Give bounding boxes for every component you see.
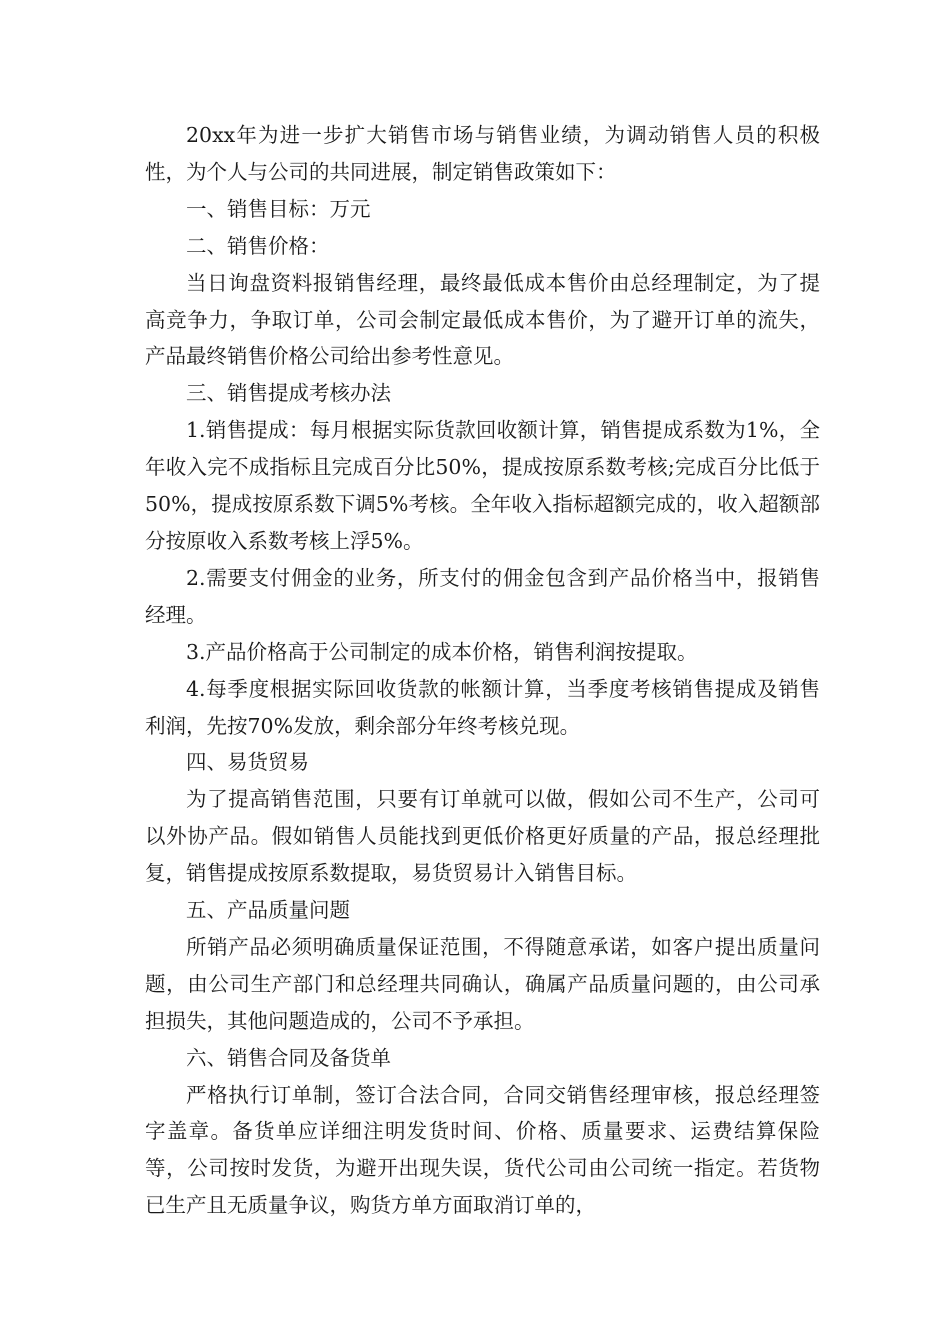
sales-price-paragraph: 当日询盘资料报销售经理，最终最低成本售价由总经理制定，为了提高竞争力，争取订单，公司会制定最低成本售价，为了避开订单的流失，产品最终销售价格公司给出参考性意见。 (145, 270, 820, 369)
commission-item-2: 2.需要支付佣金的业务，所支付的佣金包含到产品价格当中，报销售经理。 (145, 565, 820, 627)
commission-item-1: 1.销售提成：每月根据实际货款回收额计算，销售提成系数为1%，全年收入完不成指标且完成百分比50%，提成按原系数考核;完成百分比低于50%，提成按原系数下调5%考核。全年收入指标超额完成的，收入超额部分按原收入系数考核上浮5%。 (145, 418, 820, 553)
section-heading-sales-price: 二、销售价格： (186, 233, 330, 258)
section-heading-barter: 四、易货贸易 (186, 750, 309, 775)
section-heading-sales-target: 一、销售目标：万元 (186, 196, 371, 221)
section-heading-quality: 五、产品质量问题 (186, 898, 350, 923)
barter-paragraph: 为了提高销售范围，只要有订单就可以做，假如公司不生产，公司可以外协产品。假如销售人员能找到更低价格更好质量的产品，报总经理批复，销售提成按原系数提取，易货贸易计入销售目标。 (145, 787, 820, 886)
document-body (145, 117, 820, 1224)
contract-paragraph: 严格执行订单制，签订合法合同，合同交销售经理审核，报总经理签字盖章。备货单应详细注明发货时间、价格、质量要求、运费结算保险等，公司按时发货，为避开出现失误，货代公司由公司统一指定。若货物已生产且无质量争议，购货方单方面取消订单的， (145, 1082, 820, 1218)
section-heading-contract: 六、销售合同及备货单 (186, 1045, 391, 1070)
quality-paragraph: 所销产品必须明确质量保证范围，不得随意承诺，如客户提出质量问题，由公司生产部门和总经理共同确认，确属产品质量问题的，由公司承担损失，其他问题造成的，公司不予承担。 (145, 934, 820, 1033)
commission-item-4: 4.每季度根据实际回收货款的帐额计算，当季度考核销售提成及销售利润，先按70%发放，剩余部分年终考核兑现。 (145, 676, 820, 738)
commission-item-3: 3.产品价格高于公司制定的成本价格，销售利润按提取。 (186, 639, 698, 664)
intro-paragraph: 20xx年为进一步扩大销售市场与销售业绩，为调动销售人员的积极性，为个人与公司的共同进展，制定销售政策如下： (145, 123, 820, 184)
section-heading-commission: 三、销售提成考核办法 (186, 381, 391, 406)
